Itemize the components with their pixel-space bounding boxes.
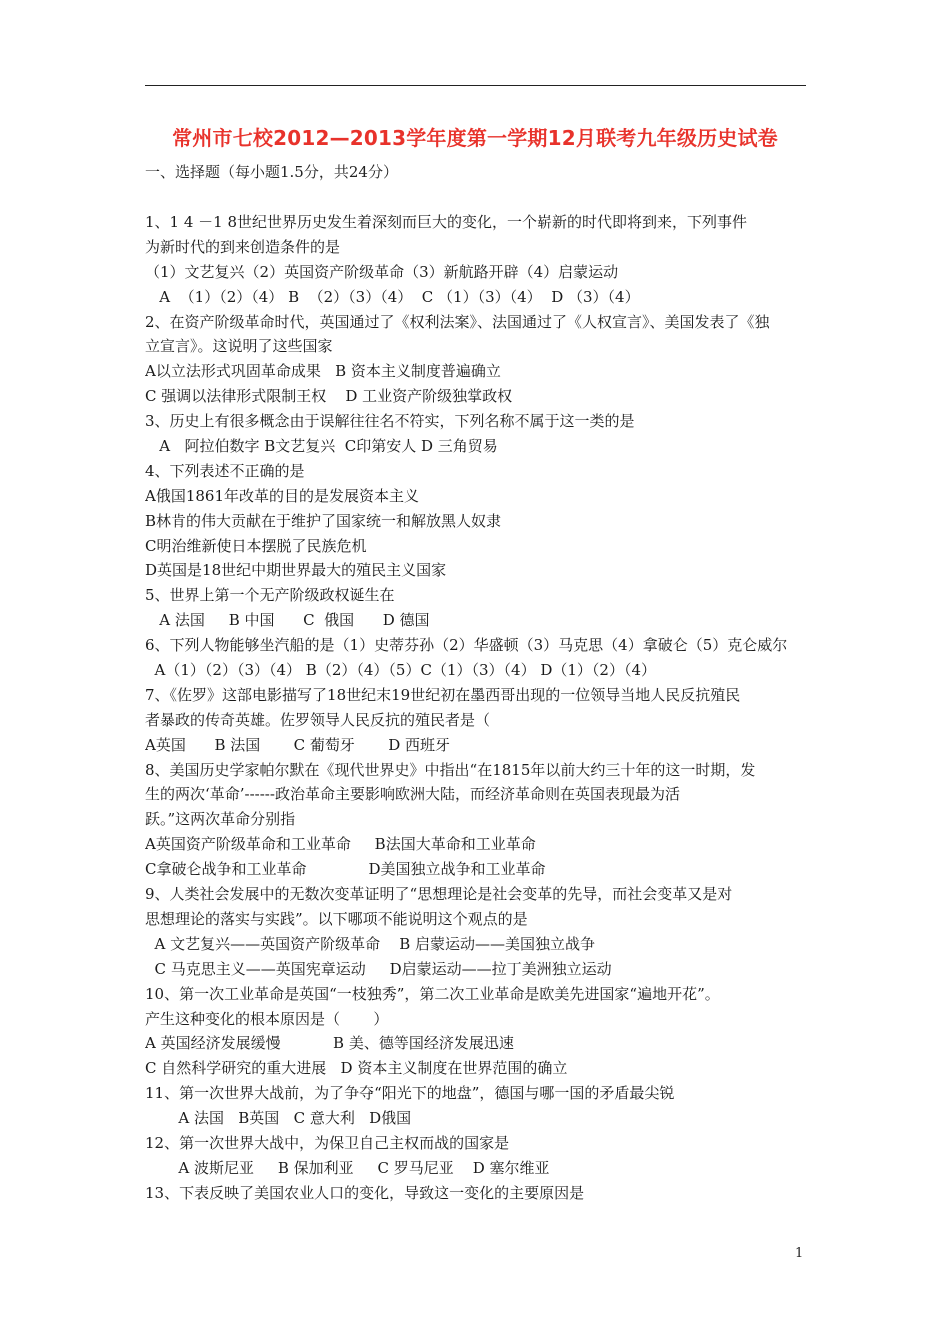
text-line: 思想理论的落实与实践”。以下哪项不能说明这个观点的是 bbox=[145, 909, 528, 928]
text-line: 9、人类社会发展中的无数次变革证明了“思想理论是社会变革的先导，而社会变革又是对 bbox=[145, 885, 733, 904]
text-line: 6、下列人物能够坐汽船的是（1）史蒂芬孙（2）华盛顿（3）马克思（4）拿破仑（5）克仑威尔 bbox=[145, 636, 788, 655]
text-line: A 法国 B 中国 C 俄国 D 德国 bbox=[145, 611, 430, 630]
text-line: D英国是18世纪中期世界最大的殖民主义国家 bbox=[145, 561, 447, 580]
text-line: 为新时代的到来创造条件的是 bbox=[145, 237, 341, 256]
text-line: 13、下表反映了美国农业人口的变化，导致这一变化的主要原因是 bbox=[145, 1183, 585, 1202]
text-line: （1）文艺复兴（2）英国资产阶级革命（3）新航路开辟（4）启蒙运动 bbox=[145, 262, 619, 281]
text-line: A以立法形式巩固革命成果 B 资本主义制度普遍确立 bbox=[145, 362, 501, 381]
text-line: 者暴政的传奇英雄。佐罗领导人民反抗的殖民者是（ bbox=[145, 710, 491, 729]
text-line: A 阿拉伯数字 B文艺复兴 C印第安人 D 三角贸易 bbox=[145, 437, 498, 456]
text-line: 4、下列表述不正确的是 bbox=[145, 461, 305, 480]
section-heading: 一、选择题（每小题1.5分，共24分） bbox=[145, 163, 398, 181]
text-line: 生的两次‘革命’------政治革命主要影响欧洲大陆，而经济革命则在英国表现最为活 bbox=[145, 785, 680, 804]
text-line: 跃。”这两次革命分别指 bbox=[145, 810, 296, 829]
text-line: A （1）（2）（4） B （2）（3）（4） C （1）（3）（4） D （3）（4） bbox=[145, 287, 640, 306]
header-rule bbox=[145, 85, 806, 86]
text-line: 5、世界上第一个无产阶级政权诞生在 bbox=[145, 586, 395, 605]
text-line: 产生这种变化的根本原因是（ ） bbox=[145, 1009, 389, 1028]
text-line: 12、第一次世界大战中，为保卫自己主权而战的国家是 bbox=[145, 1133, 510, 1152]
text-line: A俄国1861年改革的目的是发展资本主义 bbox=[145, 486, 420, 505]
exam-title: 常州市七校2012—2013学年度第一学期12月联考九年级历史试卷 bbox=[172, 126, 778, 150]
text-line: 11、第一次世界大战前，为了争夺“阳光下的地盘”，德国与哪一国的矛盾最尖锐 bbox=[145, 1084, 675, 1103]
question-body bbox=[145, 210, 815, 1206]
text-line: A 英国经济发展缓慢 B 美、德等国经济发展迅速 bbox=[145, 1034, 514, 1053]
text-line: 7、《佐罗》这部电影描写了18世纪末19世纪初在墨西哥出现的一位领导当地人民反抗殖民 bbox=[145, 685, 741, 704]
text-line: 1、1 4 －1 8世纪世界历史发生着深刻而巨大的变化，一个崭新的时代即将到来，下列事件 bbox=[145, 213, 748, 231]
text-line: C拿破仑战争和工业革命 D美国独立战争和工业革命 bbox=[145, 860, 546, 879]
text-line: 10、第一次工业革命是英国“一枝独秀”，第二次工业革命是欧美先进国家“遍地开花”。 bbox=[145, 984, 720, 1003]
text-line: A（1）（2）（3）（4） B（2）（4）（5）C（1）（3）（4） D（1）（2）（4） bbox=[145, 661, 656, 680]
text-line: 立宣言》。这说明了这些国家 bbox=[145, 337, 333, 356]
text-line: A 文艺复兴——英国资产阶级革命 B 启蒙运动——美国独立战争 bbox=[145, 934, 596, 953]
text-line: C明治维新使日本摆脱了民族危机 bbox=[145, 536, 367, 555]
page-number: 1 bbox=[795, 1246, 804, 1261]
text-line: A英国 B 法国 C 葡萄牙 D 西班牙 bbox=[145, 735, 451, 754]
text-line: A 波斯尼亚 B 保加利亚 C 罗马尼亚 D 塞尔维亚 bbox=[145, 1158, 550, 1177]
text-line: C 强调以法律形式限制王权 D 工业资产阶级独掌政权 bbox=[145, 387, 513, 406]
text-line: 8、美国历史学家帕尔默在《现代世界史》中指出“在1815年以前大约三十年的这一时期，发 bbox=[145, 760, 756, 779]
text-line: C 马克思主义——英国宪章运动 D启蒙运动——拉丁美洲独立运动 bbox=[145, 959, 612, 978]
text-line: A英国资产阶级革命和工业革命 B法国大革命和工业革命 bbox=[145, 835, 536, 854]
text-line: A 法国 B英国 C 意大利 D俄国 bbox=[145, 1109, 412, 1128]
text-line: 2、在资产阶级革命时代，英国通过了《权利法案》、法国通过了《人权宣言》、美国发表了《独 bbox=[145, 312, 770, 331]
text-line: 3、历史上有很多概念由于误解往往名不符实，下列名称不属于这一类的是 bbox=[145, 412, 635, 431]
text-line: C 自然科学研究的重大进展 D 资本主义制度在世界范围的确立 bbox=[145, 1059, 568, 1078]
text-line: B林肯的伟大贡献在于维护了国家统一和解放黑人奴隶 bbox=[145, 511, 502, 530]
